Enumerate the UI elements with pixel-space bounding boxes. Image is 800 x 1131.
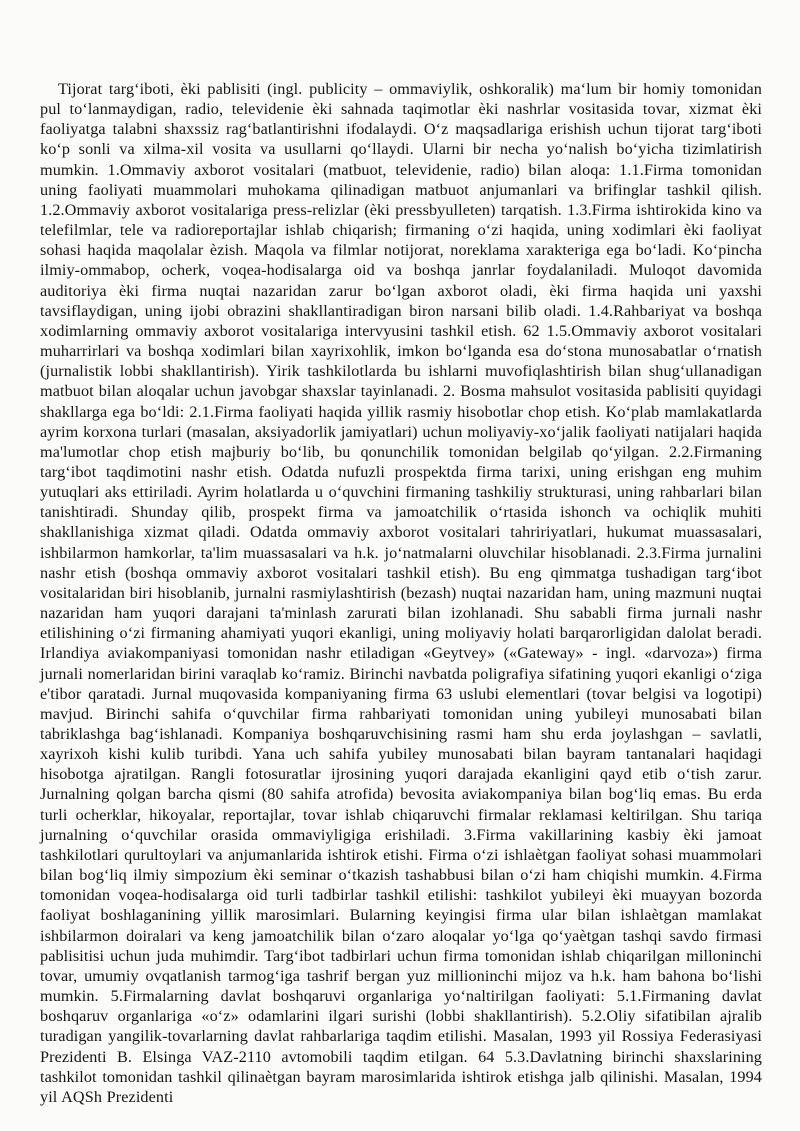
text-block (40, 79, 762, 1107)
body-text-paragraph: Tijorat targ‘iboti, èki pablisiti (ingl. publicity – ommaviylik, oshkoralik) ma‘lum bir homiy tomonidan pul to‘lanmaydigan, radio, televidenie èki sahnada taqimotlar èki nashrlar vositasida tovar, xizmat èki faoliyatga talabni shaxssiz rag‘batlantirishni ifodalaydi. O‘z maqsadlariga erishish uchun tijorat targ‘iboti ko‘p sonli va xilma-xil vosita va usullarni qo‘llaydi. Ularni bir necha yo‘nalish bo‘yicha tizimlatirish mumkin. 1.Ommaviy axborot vositalari (matbuot, televidenie, radio) bilan aloqa: 1.1.Firma tomonidan uning faoliyati muammolari muhokama qilinadigan matbuot anjumanlari va brifinglar tashkil qilish. 1.2.Ommaviy axborot vositalariga press-relizlar (èki pressbyulleten) tarqatish. 1.3.Firma ishtirokida kino va telefilmlar, tele va radioreportajlar ishlab chiqarish; firmaning o‘zi haqida, uning xodimlari èki faoliyat sohasi haqida maqolalar èzish. Maqola va filmlar notijorat, noreklama xarakteriga ega bo‘ladi. Ko‘pincha ilmiy-ommabop, ocherk, voqea-hodisalarga oid va boshqa janrlar foydalaniladi. Muloqot davomida auditoriya èki firma nuqtai nazaridan zarur bo‘lgan axborot oladi, èki firma haqida uni yaxshi tavsiflaydigan, uning ijobi obrazini shakllantiradigan biron narsani bilib oladi. 1.4.Rahbariyat va boshqa xodimlarning ommaviy axborot vositalariga intervyusini tashkil etish. 62 1.5.Ommaviy axborot vositalari muharrirlari va boshqa xodimlari bilan xayrixohlik, imkon bo‘lganda esa do‘stona munosabatlar o‘rnatish (jurnalistik lobbi shakllantirish). Yirik tashkilotlarda bu ishlarni muvofiqlashtirish bilan shug‘ullanadigan matbuot bilan aloqalar uchun javobgar shaxslar tayinlanadi. 2. Bosma mahsulot vositasida pablisiti quyidagi shakllarga ega bo‘ldi: 2.1.Firma faoliyati haqida yillik rasmiy hisobotlar chop etish. Ko‘plab mamlakatlarda ayrim korxona turlari (masalan, aksiyadorlik jamiyatlari) uchun moliyaviy-xo‘jalik faoliyati natijalari haqida ma'lumotlar chop etish majburiy bo‘lib, bu qonunchilik tomonidan belgilab qo‘yilgan. 2.2.Firmaning targ‘ibot taqdimotini nashr etish. Odatda nufuzli prospektda firma tarixi, uning erishgan eng muhim yutuqlari aks ettiriladi. Ayrim holatlarda u o‘quvchini firmaning tashkiliy strukturasi, uning rahbarlari bilan tanishtiradi. Shunday qilib, prospekt firma va jamoatchilik o‘rtasida ishonch va ochiqlik muhiti shakllanishiga xizmat qiladi. Odatda ommaviy axborot vositalari tahririyatlari, hukumat muassasalari, ishbilarmon hamkorlar, ta'lim muassasalari va h.k. jo‘natmalarni oluvchilar hisoblanadi. 2.3.Firma jurnalini nashr etish (boshqa ommaviy axborot vositalari tashkil etish). Bu eng qimmatga tushadigan targ‘ibot vositalaridan biri hisoblanib, jurnalni rasmiylashtirish (bezash) nuqtai nazaridan ham, uning mazmuni nuqtai nazaridan ham yuqori darajani ta'minlash zarurati bilan izohlanadi. Shu sababli firma jurnali nashr etilishining o‘zi firmaning ahamiyati yuqori ekanligi, uning moliyaviy holati barqarorligidan dalolat beradi. Irlandiya aviakompaniyasi tomonidan nashr etiladigan «Geytvey» («Gateway» - ingl. «darvoza») firma jurnali nomerlaridan birini varaqlab ko‘ramiz. Birinchi navbatda poligrafiya sifatining yuqori ekanligi o‘ziga e'tibor qaratadi. Jurnal muqovasida kompaniyaning firma 63 uslubi elementlari (tovar belgisi va logotipi) mavjud. Birinchi sahifa o‘quvchilar firma rahbariyati tomonidan uning yubileyi munosabati bilan tabriklashga bag‘ishlanadi. Kompaniya boshqaruvchisining rasmi ham shu erda joylashgan – savlatli, xayrixoh kishi kulib turibdi. Yana uch sahifa yubiley munosabati bilan bayram tantanalari haqidagi hisobotga ajratilgan. Rangli fotosuratlar ijrosining yuqori darajada ekanligini qayd etib o‘tish zarur. Jurnalning qolgan barcha qismi (80 sahifa atrofida) bevosita aviakompaniya bilan bog‘liq emas. Bu erda turli ocherklar, hikoyalar, reportajlar, tovar ishlab chiqaruvchi firmalar reklamasi keltirilgan. Shu tariqa jurnalning o‘quvchilar orasida ommaviyligiga erishiladi. 3.Firma vakillarining kasbiy èki jamoat tashkilotlari qurultoylari va anjumanlarida ishtirok etishi. Firma o‘zi ishlaètgan faoliyat sohasi muammolari bilan bog‘liq ilmiy simpozium èki seminar o‘tkazish tashabbusi bilan o‘zi ham chiqishi mumkin. 4.Firma tomonidan voqea-hodisalarga oid turli tadbirlar tashkil etilishi: tashkilot yubileyi èki muayyan bozorda faoliyat boshlaganining yillik marosimlari. Bularning keyingisi firma ular bilan ishlaètgan mamlakat ishbilarmon doiralari va keng jamoatchilik bilan o‘zaro aloqalar yo‘lga qo‘yaètgan tashqi savdo firmasi pablisitisi uchun juda muhimdir. Targ‘ibot tadbirlari uchun firma tomonidan ishlab chiqarilgan milloninchi tovar, umumiy ovqatlanish tarmog‘iga tashrif bergan yuz millioninchi mijoz va h.k. ham bahona bo‘lishi mumkin. 5.Firmalarning davlat boshqaruvi organlariga yo‘naltirilgan faoliyati: 5.1.Firmaning davlat boshqaruv organlariga «o‘z» odamlarini ilgari surishi (lobbi shakllantirish). 5.2.Oliy sifatibilan ajralib turadigan yangilik-tovarlarning davlat rahbarlariga taqdim etilishi. Masalan, 1993 yil Rossiya Federasiyasi Prezidenti B. Elsinga VAZ-2110 avtomobili taqdim etilgan. 64 5.3.Davlatning birinchi shaxslarining tashkilot tomonidan tashkil qilinaètgan bayram marosimlarida ishtirok etishga jalb qilinishi. Masalan, 1994 yil AQSh Prezidenti (40, 80, 762, 1106)
